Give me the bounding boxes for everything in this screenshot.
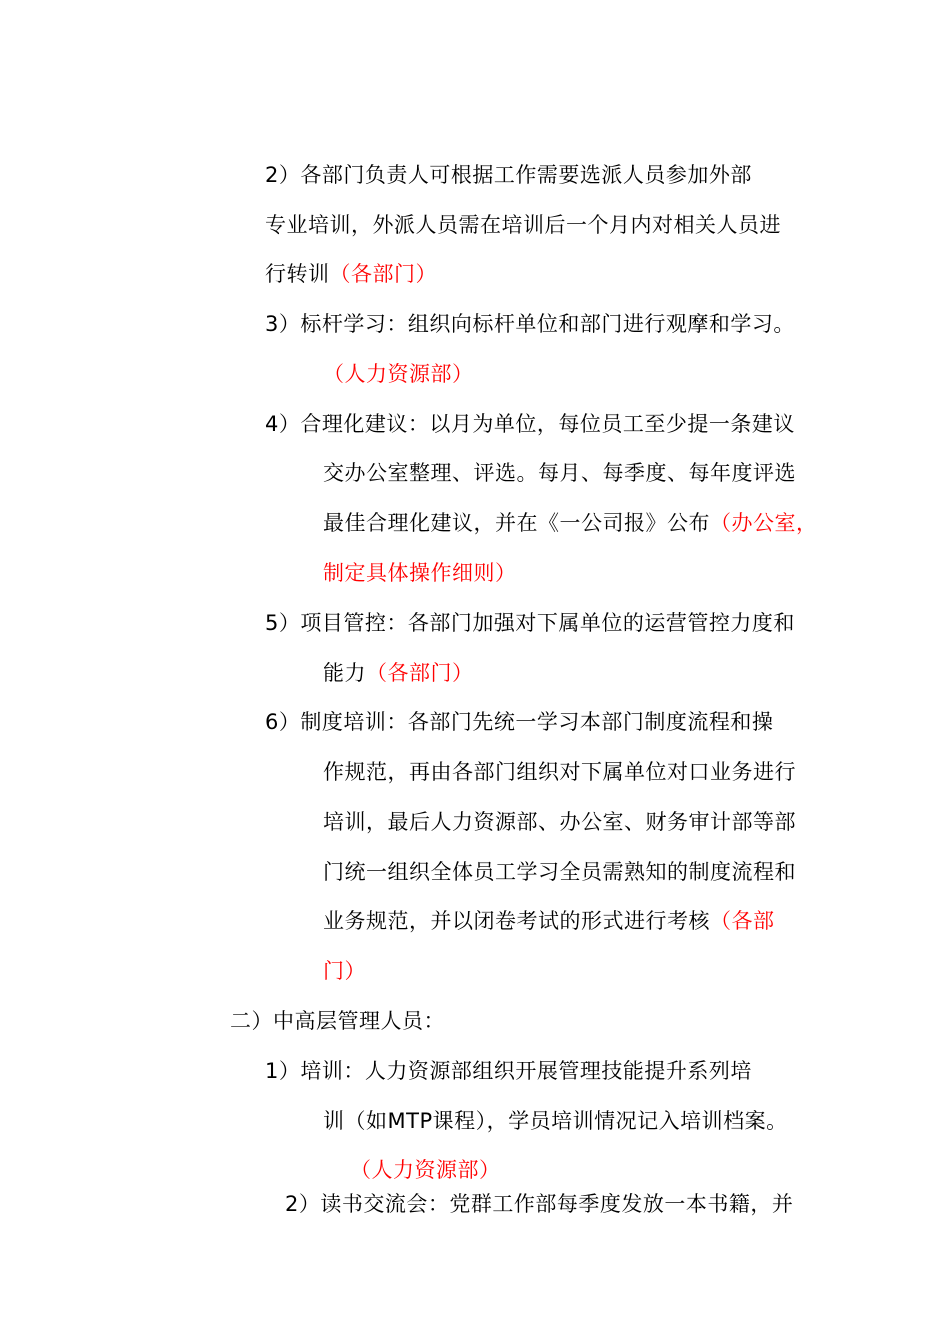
line-text: 2）读书交流会：党群工作部每季度发放一本书籍，并 (285, 1192, 794, 1216)
text-line-5 (323, 359, 474, 389)
line-text: 5）项目管控：各部门加强对下属单位的运营管控力度和 (265, 611, 795, 635)
responsible-dept-note: （各部门） (366, 661, 474, 685)
text-line-10 (265, 608, 795, 638)
text-line-21 (350, 1155, 501, 1185)
line-text: 作规范，再由各部门组织对下属单位对口业务进行 (323, 760, 796, 784)
text-line-15 (323, 857, 796, 887)
text-line-3 (265, 259, 437, 289)
text-line-12 (265, 707, 773, 737)
line-text: 6）制度培训：各部门先统一学习本部门制度流程和操 (265, 710, 774, 734)
line-text: 交办公室整理、评选。每月、每季度、每年度评选 (323, 461, 796, 485)
text-line-6 (265, 409, 795, 439)
text-line-11 (323, 658, 474, 688)
text-line-7 (323, 458, 796, 488)
responsible-dept-note: （人力资源部） (350, 1158, 501, 1182)
text-line-2 (265, 210, 781, 240)
text-line-9 (323, 558, 517, 588)
line-text: 3）标杆学习：组织向标杆单位和部门进行观摩和学习。 (265, 312, 795, 336)
text-line-19 (265, 1056, 752, 1086)
text-line-4 (265, 309, 795, 339)
text-line-14 (323, 807, 796, 837)
text-line-20 (323, 1106, 788, 1136)
text-line-1 (265, 160, 752, 190)
text-line-22 (285, 1189, 793, 1219)
line-text: 门统一组织全体员工学习全员需熟知的制度流程和 (323, 860, 796, 884)
responsible-dept-note: 制定具体操作细则） (323, 561, 517, 585)
section-heading (230, 1006, 445, 1036)
line-text: 训（如MTP课程），学员培训情况记入培训档案。 (323, 1109, 788, 1133)
line-text: 2）各部门负责人可根据工作需要选派人员参加外部 (265, 163, 752, 187)
line-text: 二）中高层管理人员： (230, 1009, 445, 1033)
line-text: 1）培训：人力资源部组织开展管理技能提升系列培 (265, 1059, 752, 1083)
responsible-dept-note: （各部 (710, 909, 775, 933)
line-text: 4）合理化建议：以月为单位，每位员工至少提一条建议 (265, 412, 795, 436)
responsible-dept-note: （各部门） (329, 262, 437, 286)
text-line-13 (323, 757, 796, 787)
responsible-dept-note: （人力资源部） (323, 362, 474, 386)
line-text: 能力 (323, 661, 366, 685)
line-text: 专业培训，外派人员需在培训后一个月内对相关人员进 (265, 213, 781, 237)
line-text: 最佳合理化建议，并在《一公司报》公布 (323, 511, 710, 535)
line-text: 培训，最后人力资源部、办公室、财务审计部等部 (323, 810, 796, 834)
line-text: 行转训 (265, 262, 330, 286)
line-text: 业务规范，并以闭卷考试的形式进行考核 (323, 909, 710, 933)
text-line-17 (323, 956, 366, 986)
text-line-16 (323, 906, 775, 936)
text-line-8 (323, 508, 818, 538)
responsible-dept-note: 门） (323, 959, 366, 983)
responsible-dept-note: （办公室， (710, 511, 818, 535)
